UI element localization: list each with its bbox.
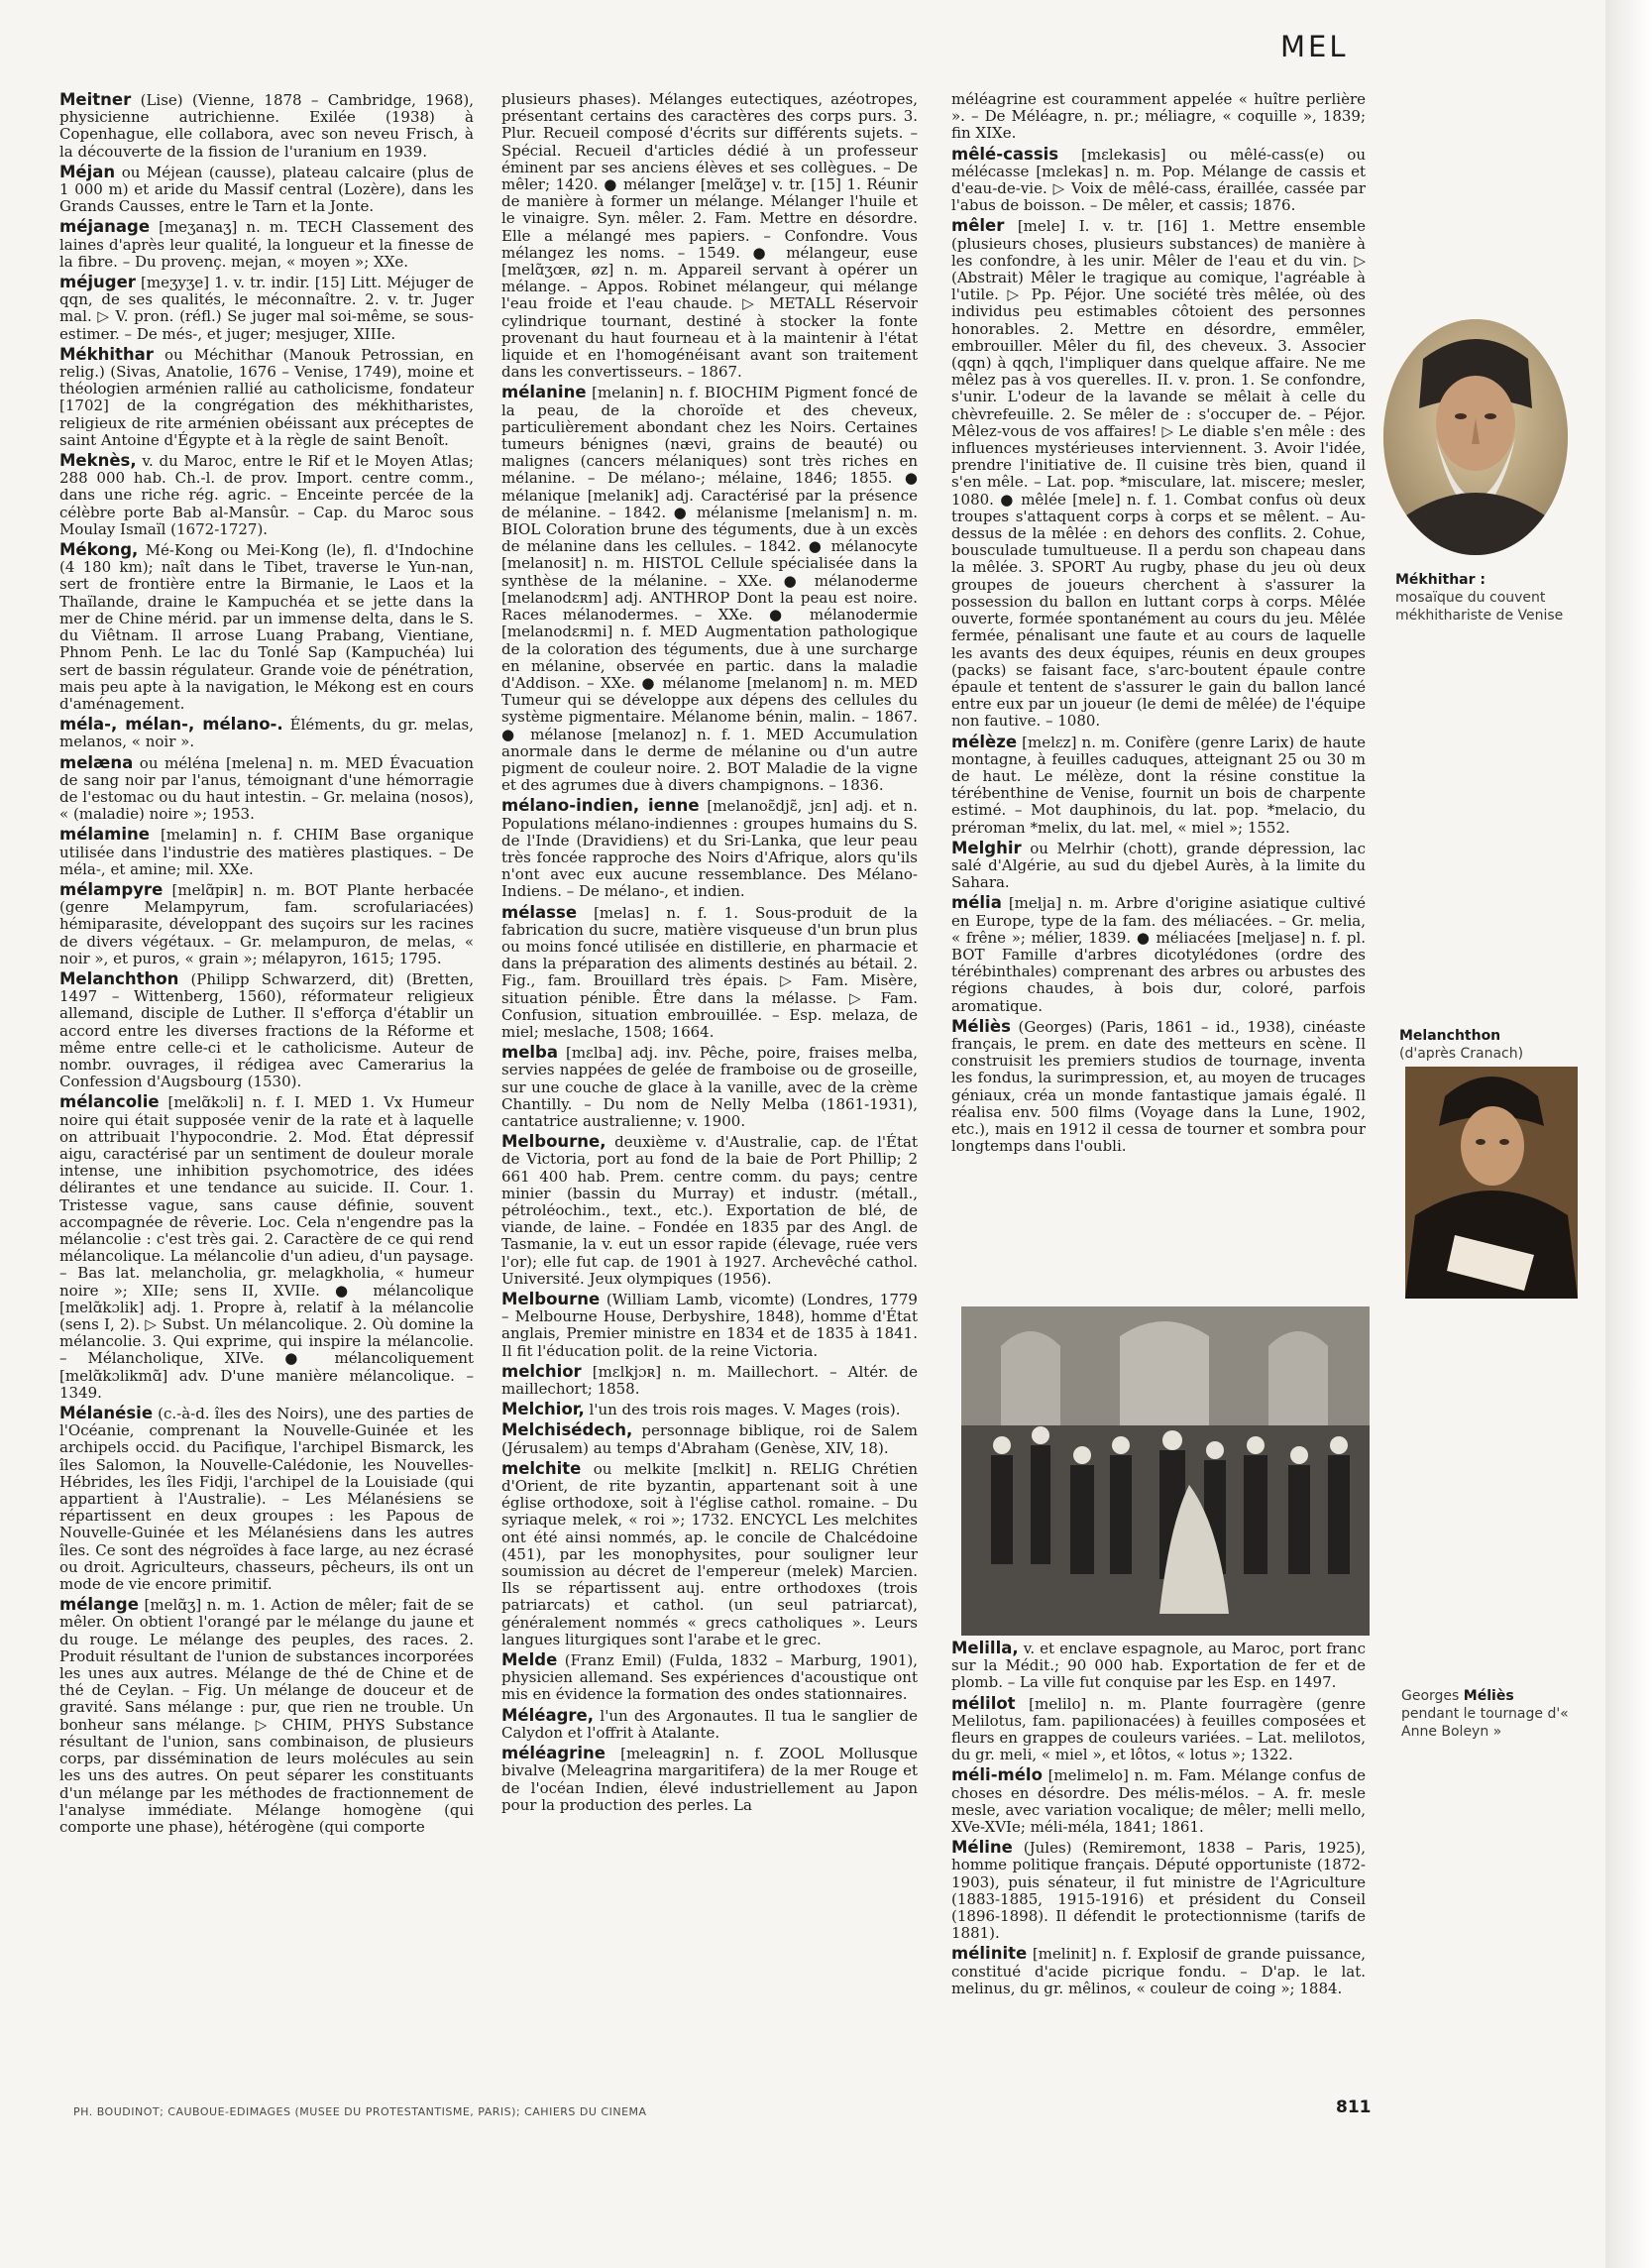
entry-definition: [melamin] n. f. CHIM Base organique utilisée dans l'industrie des matières plastiques. – De méla-, et amine; mil. XXe. [59,826,474,878]
dictionary-entry [951,1695,1366,1764]
running-head: MEL [1280,30,1349,63]
entry-definition: [melimelo] n. m. Fam. Mélange confus de choses en désordre. Des mélis-mélos. – A. fr. mesle mesle, avec variation vocalique; de mêler; melli mello, XVe-XVIe; méli-méla, 1841; 1861. [951,1766,1366,1837]
entry-headword: Mékong, [59,540,139,560]
entry-headword: Melghir [951,838,1022,857]
photo-credit: PH. BOUDINOT; CAUBOUE-EDIMAGES (MUSEE DU PROTESTANTISME, PARIS); CAHIERS DU CINEMA [73,2105,647,2118]
dictionary-entry [501,1044,918,1130]
entry-headword: méléagrine [501,1744,606,1763]
dictionary-entry [59,346,474,449]
entry-definition: (Jules) (Remiremont, 1838 – Paris, 1925), homme politique français. Député opportuniste (1872-1903), puis sénateur, il fut ministre de l'Agriculture (1883-1885, 1915-1916) et président du Conseil (1896-1898). Il défendit le protectionnisme (tarifs de 1881). [951,1839,1366,1943]
entry-definition: [melas] n. f. 1. Sous-produit de la fabrication du sucre, matière visqueuse d'un brun plus ou moins foncé utilisée en distillerie, en pharmacie et dans la préparation des aliments destinés au bétail. 2. Fig., fam. Brouillard très épais. ▷ Fam. Misère, situation pénible. Être dans la mélasse. ▷ Fam. Confusion, situation embrouillée. – Esp. melaza, de miel; meslache, 1508; 1664. [501,903,918,1041]
entry-definition: [mɛlekasis] ou mêlé-cass(e) ou mélécasse [mɛlekas] n. m. Pop. Mélange de cassis et d'eau-de-vie. ▷ Voix de mêlé-cass, éraillée, cassée par l'abus de boisson. – De mêler, et cassis; 1876. [951,145,1366,215]
entry-definition: Mé-Kong ou Mei-Kong (le), fl. d'Indochine (4 180 km); naît dans le Tibet, traverse le Yun-nan, sert de frontière entre la Birmanie, le Laos et la Thaïlande, draine le Kampuchéa et se jette dans la mer de Chine mérid. par un immense delta, dans le S. du Viêtnam. Il arrose Luang Prabang, Vientiane, Phnom Penh. Le lac du Tonlé Sap (Kampuchéa) lui sert de bassin régulateur. Grande voie de pénétration, mais peu apte à la navigation, le Mékong est en cours d'aménagement. [59,541,474,713]
page-edge [1605,0,1652,2268]
entry-definition: [melilo] n. m. Plante fourragère (genre Melilotus, fam. papilionacées) à feuilles composées et fleurs en grappes de couleurs variées. – Lat. melilotos, du gr. meli, « miel », et lôtos, « lotus »; 1322. [951,1694,1366,1764]
dictionary-entry [951,1766,1366,1836]
entry-definition: [melɛz] n. m. Conifère (genre Larix) de haute montagne, à feuilles caduques, atteignant 25 ou 30 m de haut. Le mélèze, dont la résine constitue la térébenthine de Venise, fournit un bois de charpente estimé. – Mot dauphinois, du lat. pop. *melacio, du préroman *melix, du lat. mel, « miel »; 1552. [951,733,1366,837]
page-number: 811 [1336,2098,1372,2117]
entry-headword: Melchior, [501,1400,585,1419]
entry-headword: mêler [951,216,1005,236]
entry-definition: l'un des trois rois mages. V. Mages (rois). [589,1401,901,1419]
entry-headword: mélampyre [59,879,164,899]
entry-definition: (c.-à-d. îles des Noirs), une des parties de l'Océanie, comprenant la Nouvelle-Guinée et les archipels occid. du Pacifique, l'archipel Bismarck, les îles Salomon, la Nouvelle-Calédonie, les Nouvelles-Hébrides, les îles Fidji, l'archipel de la Louisiade (qui appartient à l'Australie). – Les Mélanésiens se répartissent en deux groupes : les Papous de Nouvelle-Guinée et les Mélanésiens dans les autres îles. Ce sont des négroïdes à face large, au nez écrasé ou droit. Agriculteurs, chasseurs, pêcheurs, ils ont un mode de vie encore primitif. [59,1405,474,1594]
dictionary-entry [951,146,1366,215]
entry-headword: Melde [501,1650,558,1670]
entry-headword: mélancolie [59,1092,160,1112]
entry-definition: [mɛlkjɔʀ] n. m. Maillechort. – Altér. de maillechort; 1858. [501,1362,918,1399]
entry-headword: melæna [59,752,134,772]
mekhitar-caption-text: mosaïque du couvent mékhithariste de Venise [1395,590,1564,624]
dictionary-entry [501,384,918,794]
entry-definition: [meʒanaʒ] n. m. TECH Classement des laines d'après leur qualité, la longueur et la finesse de la fibre. – Du provenç. mejan, « moyen »; XXe. [59,218,474,271]
entry-definition: Éléments, du gr. melas, melanos, « noir ». [59,716,474,751]
dictionary-entry [951,1640,1366,1692]
dictionary-entry [951,734,1366,837]
entry-definition: méléagrine est couramment appelée « huître perlière ». – De Méléagre, n. pr.; méliagre, « coquille », 1839; fin XIXe. [951,91,1366,143]
entry-definition: personnage biblique, roi de Salem (Jérusalem) au temps d'Abraham (Genèse, XIV, 18). [501,1421,918,1457]
dictionary-entry [501,1460,918,1648]
column-3-bottom [951,1640,1366,2084]
entry-headword: méli-mélo [951,1765,1043,1785]
melanchthon-caption [1399,1027,1597,1063]
entry-definition: [melanoɛ̃djɛ̃, jɛn] adj. et n. Populations mélano-indiennes : groupes humains du S. de l'Inde (Dravidiens) et du Sri-Lanka, que leur peau très foncée rapproche des Noirs d'Afrique, alors qu'ils n'ont avec eux aucune ressemblance. Des Mélano-Indiens. – De mélano-, et indien. [501,797,918,901]
entry-definition: ou melkite [mɛlkit] n. RELIG Chrétien d'Orient, de rite byzantin, appartenant soit à une église orthodoxe, soit à l'église cathol. romaine. – Du syriaque melek, « roi »; 1732. ENCYCL Les melchites ont été ainsi nommés, ap. le concile de Chalcédoine (451), par les monophysites, pour souligner leur soumission au décret de l'empereur (melek) Marcien. Ils se répartissent auj. entre orthodoxes (trois patriarcats) et cathol. (un seul patriarcat), généralement nommés « grecs catholiques ». Leurs langues liturgiques sont l'arabe et le grec. [501,1459,918,1648]
entry-headword: mêlé-cassis [951,144,1059,164]
mekhitar-caption [1395,571,1594,624]
melanchthon-caption-text: (d'après Cranach) [1399,1046,1524,1062]
entry-definition: [mɛlba] adj. inv. Pêche, poire, fraises melba, servies nappées de gelée de framboise ou de groseille, sur une couche de glace à la vanille, avec de la crème Chantilly. – Du nom de Nelly Melba (1861-1931), cantatrice australienne; v. 1900. [501,1044,918,1130]
dictionary-entry [951,1018,1366,1156]
dictionary-entry [501,1651,918,1704]
dictionary-entry [501,1133,918,1288]
entry-definition: [melja] n. m. Arbre d'origine asiatique cultivé en Europe, type de la fam. des méliacées. – Gr. melia, « frêne »; mélier, 1839. ● méliacées [meljase] n. f. pl. BOT Famille d'arbres dicotylédones (ordre des térébinthales) comprenant des arbres ou arbustes des régions chaudes, à bois dur, coloré, parfois aromatique. [951,894,1366,1015]
entry-headword: melchior [501,1361,582,1381]
entry-headword: mélèze [951,732,1018,751]
column-3 [951,91,1366,2084]
entry-headword: méla-, mélan-, mélano-. [59,715,283,735]
dictionary-entry [59,91,474,161]
dictionary-entry [951,217,1366,730]
entry-definition: l'un des Argonautes. Il tua le sanglier de Calydon et l'offrit à Atalante. [501,1706,918,1742]
entry-headword: Melbourne [501,1290,601,1309]
melanchthon-portrait-image [1405,1067,1578,1299]
melies-caption-text: pendant le tournage d'« Anne Boleyn » [1401,1706,1569,1740]
entry-definition: [melɑ̃ʒ] n. m. 1. Action de mêler; fait de se mêler. On obtient l'orangé par le mélange du jaune et du rouge. Le mélange des peuples, des races. 2. Produit résultant de l'union de substances incorporées les unes aux autres. Mélange de thé de Chine et de thé de Ceylan. – Fig. Un mélange de douceur et de gravité. Sans mélange : pur, que rien ne trouble. Un bonheur sans mélange. ▷ CHIM, PHYS Substance résultant de l'union, sans combinaison, de plusieurs corps, par dissémination de leurs molécules au sein les uns des autres. On peut séparer les constituants d'un mélange par les méthodes de fractionnement de l'analyse immédiate. Mélange homogène (qui comporte une phase), hétérogène (qui comporte [59,1596,474,1836]
entry-definition: ou méléna [melena] n. m. MED Évacuation de sang noir par l'anus, témoignant d'une hémorragie de l'estomac ou du haut intestin. – Gr. melaina (nosos), « (maladie) noire »; 1953. [59,753,474,824]
entry-headword: Melbourne, [501,1132,606,1152]
entry-headword: mélia [951,893,1002,913]
dictionary-entry [951,894,1366,1014]
column-2 [501,91,918,2084]
entry-definition: v. du Maroc, entre le Rif et le Moyen Atlas; 288 000 hab. Ch.-l. de prov. Import. centre comm., dans une riche rég. agric. – Enceinte percée de la célèbre porte Bab al-Mansûr. – Cap. du Maroc sous Moulay Ismaïl (1672-1727). [59,452,474,538]
entry-definition: [melanin] n. f. BIOCHIM Pigment foncé de la peau, de la choroïde et des cheveux, particulièrement abondant chez les Noirs. Certaines tumeurs bénignes (nævi, grains de beauté) ou malignes (cancers mélaniques) sont très riches en mélanine. – De mélano-; mélaine, 1846; 1855. ● mélanique [melanik] adj. Caractérisé par la présence de mélanine. – 1842. ● mélanisme [melanism] n. m. BIOL Coloration brune des téguments, due à un excès de mélanine dans les cellules. – 1842. ● mélanocyte [melanosit] n. m. HISTOL Cellule spécialisée dans la synthèse de la mélanine. – XXe. ● mélanoderme [melanodɛʀm] adj. ANTHROP Dont la peau est noire. Races mélanodermes. – XXe. ● mélanodermie [melanodɛʀmi] n. f. MED Augmentation pathologique de la coloration des téguments, due à une surcharge en mélanine, observée en partic. dans la maladie d'Addison. – XXe. ● mélanome [melanom] n. m. MED Tumeur qui se développe aux dépens des cellules du système pigmentaire. Mélanome bénin, malin. – 1867. ● mélanose [melanoz] n. f. 1. MED Accumulation anormale dans le derme de mélanine ou d'un autre pigment de couleur noire. 2. BOT Maladie de la vigne et des agrumes due à divers champignons. – 1836. [501,384,918,795]
entry-headword: mélilot [951,1693,1016,1713]
entry-headword: Méline [951,1838,1013,1858]
entry-definition: [melinit] n. f. Explosif de grande puissance, constitué d'acide picrique fondu. – D'ap. le lat. melinus, du gr. mêlinos, « couleur de coing »; 1884. [951,1945,1366,1997]
dictionary-entry [501,797,918,900]
dictionary-entry [951,1839,1366,1942]
entry-definition: (Philipp Schwarzerd, dit) (Bretten, 1497 – Wittenberg, 1560), réformateur religieux allemand, disciple de Luther. Il s'efforça d'établir un accord entre les diverses fractions de la Réforme et même entre celle-ci et le catholicisme. Auteur de nombr. ouvrages, il rédigea avec Camerarius la Confession d'Augsbourg (1530). [59,969,474,1091]
dictionary-entry [59,754,474,824]
entry-definition: ou Méchithar (Manouk Petrossian, en relig.) (Sivas, Anatolie, 1676 – Venise, 1749), moine et théologien arménien rallié au catholicisme, fondateur [1702] de la congrégation des mékhitharistes, religieux de rite arménien obéissant aux préceptes de saint Antoine d'Égypte et à la règle de saint Benoît. [59,345,474,449]
dictionary-entry [501,1745,918,1814]
dictionary-entry [59,970,474,1090]
entry-headword: Méliès [951,1016,1011,1036]
dictionary-entry [59,164,474,216]
entry-definition: ou Méjean (causse), plateau calcaire (plus de 1 000 m) et aride du Massif central (Lozère), dans les Grands Causses, entre le Tarn et la Jonte. [59,163,474,216]
mekhithar-mosaic-image [1383,319,1568,555]
entry-definition: [melɑ̃kɔli] n. f. I. MED 1. Vx Humeur noire qui était supposée venir de la rate et à laquelle on attribuait l'hypocondrie. 2. Mod. État dépressif aigu, caractérisé par un sentiment de douleur morale intense, une inhibition psychomotrice, des idées délirantes et une tendance au suicide. II. Cour. 1. Tristesse vague, sans cause définie, souvent accompagnée de rêverie. Loc. Cela n'engendre pas la mélancolie : c'est très gai. 2. Caractère de ce qui rend mélancolique. La mélancolie d'un adieu, d'un paysage. – Bas lat. melancholia, gr. melagkholia, « humeur noire »; XIIe; sens II, XVIIe. ● mélancolique [melɑ̃kɔlik] adj. 1. Propre à, relatif à la mélancolie (sens I, 2). ▷ Subst. Un mélancolique. 2. Où domine la mélancolie. 3. Qui exprime, qui inspire la mélancolie. – Mélancholique, XIVe. ● mélancoliquement [melɑ̃kɔlikmɑ̃] adv. D'une manière mélancolique. – 1349. [59,1093,474,1402]
dictionary-entry [951,91,1366,143]
dictionary-entry [501,1401,918,1418]
mekhitar-caption-title: Mékhithar : [1395,572,1486,588]
entry-definition: [melɑ̃piʀ] n. m. BOT Plante herbacée (genre Melampyrum, fam. scrofulariacées) hémiparasite, développant des suçoirs sur les racines de divers végétaux. – Gr. melampuron, de melas, « noir », et puros, « grain »; mélapyron, 1615; 1795. [59,880,474,967]
dictionary-entry [59,1405,474,1593]
entry-definition: [meʒyʒe] 1. v. tr. indir. [15] Litt. Méjuger de qqn, de ses qualités, le méconnaître. 2. v. tr. Juger mal. ▷ V. pron. (réfl.) Se juger mal soi-même, se sous-estimer. – De més-, et juger; mesjuger, XIIIe. [59,274,474,343]
entry-headword: Mélanésie [59,1404,154,1423]
melies-caption [1401,1687,1599,1741]
entry-headword: méjanage [59,217,151,237]
entry-definition: (Lise) (Vienne, 1878 – Cambridge, 1968), physicienne autrichienne. Exilée (1938) à Copenhague, elle collabora, avec son neveu Frisch, à la découverte de la fission de l'uranium en 1939. [59,91,474,161]
entry-headword: Meknès, [59,451,137,471]
entry-headword: Meitner [59,91,132,109]
melies-caption-prefix: Georges [1401,1688,1460,1704]
entry-headword: méjuger [59,273,136,292]
dictionary-entry [501,91,918,381]
dictionary-entry [59,881,474,967]
dictionary-entry [59,541,474,713]
dictionary-entry [501,904,918,1042]
dictionary-entry [501,1291,918,1360]
entry-headword: mélasse [501,902,578,922]
dictionary-entry [59,452,474,538]
entry-headword: melchite [501,1458,582,1478]
entry-definition: plusieurs phases). Mélanges eutectiques, azéotropes, présentant certains des caractères des corps purs. 3. Plur. Recueil composé d'écrits sur différents sujets. – Spécial. Recueil d'articles dédié à un professeur éminent par ses anciens élèves et ses collègues. – De mêler; 1420. ● mélanger [melɑ̃ʒe] v. tr. [15] 1. Réunir de manière à former un mélange. Mélanger l'huile et le vinaigre. Syn. mêler. 2. Fam. Mettre en désordre. Elle a mélangé mes papiers. – Confondre. Vous mélangez les noms. – 1549. ● mélangeur, euse [melɑ̃ʒœʀ, øz] n. m. Appareil servant à opérer un mélange. – Appos. Robinet mélangeur, qui mélange l'eau froide et l'eau chaude. ▷ METALL Réservoir cylindrique tournant, destiné à stocker la fonte provenant du haut fourneau et à la maintenir à l'état liquide et en l'homogénéisant avant son traitement dans les convertisseurs. – 1867. [501,91,918,382]
melies-film-scene-image [961,1306,1370,1636]
dictionary-entry [951,840,1366,892]
entry-headword: Méjan [59,162,116,181]
entry-headword: mélanine [501,383,587,402]
dictionary-entry [59,274,474,343]
dictionary-entry [501,1707,918,1742]
entry-definition: v. et enclave espagnole, au Maroc, port franc sur la Médit.; 90 000 hab. Exportation de fer et de plomb. – La ville fut conquise par les Esp. en 1497. [951,1640,1366,1692]
entry-definition: [mele] I. v. tr. [16] 1. Mettre ensemble (plusieurs choses, plusieurs substances) de manière à les confondre, à les unir. Mêler de l'eau et du vin. ▷ (Abstrait) Mêler le tragique au comique, l'agréable à l'utile. ▷ Pp. Péjor. Une société très mêlée, où des individus peu estimables côtoient des personnes honorables. 2. Mettre en désordre, emmêler, embrouiller. Mêler du fil, des cheveux. 3. Associer (qqn) à qqch, l'impliquer dans quelque affaire. Ne me mêlez pas à vos querelles. II. v. pron. 1. Se confondre, s'unir. L'odeur de la lavande se mêlait à celle du chèvrefeuille. 2. Se mêler de : s'occuper de. – Péjor. Mêlez-vous de vos affaires! ▷ Le diable s'en mêle : des influences mystérieuses interviennent. 3. Avoir l'idée, prendre l'initiative de. Il cuisine très bien, quand il s'en mêle. – Lat. pop. *misculare, lat. miscere; mesler, 1080. ● mêlée [mele] n. f. 1. Combat confus où deux troupes s'attaquent corps à corps et se mêlent. – Au-dessus de la mêlée : en dehors des conflits. 2. Cohue, bousculade tumultueuse. Il a perdu son chapeau dans la mêlée. 3. SPORT Au rugby, phase du jeu où deux groupes de joueurs cherchent à s'assurer la possession du ballon en luttant corps à corps. Mêlée ouverte, formée spontanément au cours du jeu. Mêlée fermée, pénalisant une faute et au cours de laquelle les avants des deux équipes, réunis en deux groupes (packs) se faisant face, s'arc-boutent épaule contre épaule et tentent de s'assurer le gain du ballon lancé entre eux par un joueur (le demi de mêlée) de l'équipe non fautive. – 1080. [951,217,1366,731]
column-1 [59,91,474,2084]
dictionary-entry [501,1363,918,1398]
melanchthon-caption-title: Melanchthon [1399,1028,1501,1044]
dictionary-entry [59,1093,474,1402]
entry-definition: (William Lamb, vicomte) (Londres, 1779 – Melbourne House, Derbyshire, 1848), homme d'État anglais, Premier ministre en 1834 et de 1835 à 1841. Il fit l'éducation polit. de la reine Victoria. [501,1291,918,1360]
entry-definition: (Franz Emil) (Fulda, 1832 – Marburg, 1901), physicien allemand. Ses expériences d'acoustique ont mis en évidence la formation des ondes stationnaires. [501,1651,918,1704]
melies-caption-title: Méliès [1463,1688,1514,1704]
entry-definition: (Georges) (Paris, 1861 – id., 1938), cinéaste français, le prem. en date des metteurs en scène. Il construisit les premiers studios de tournage, inventa les fondus, la surimpression, et, au moyen de trucages géniaux, créa un monde fantastique jamais égalé. Il réalisa env. 500 films (Voyage dans la Lune, 1902, etc.), mais en 1912 il cessa de tourner et sombra pour longtemps dans l'oubli. [951,1017,1366,1156]
entry-headword: mélamine [59,825,150,845]
column-3-top [951,91,1366,1291]
entry-headword: Mékhithar [59,344,154,364]
dictionary-entry [951,1945,1366,1997]
dictionary-entry [59,716,474,750]
entry-headword: Méléagre, [501,1705,594,1725]
dictionary-entry [59,218,474,271]
entry-headword: Melilla, [951,1640,1019,1657]
entry-definition: [meleagʀin] n. f. ZOOL Mollusque bivalve (Meleagrina margaritifera) de la mer Rouge et de l'océan Indien, élevé industriellement au Japon pour la production des perles. La [501,1745,918,1814]
entry-headword: mélinite [951,1944,1028,1964]
entry-headword: mélange [59,1595,139,1615]
dictionary-entry [59,826,474,878]
entry-headword: mélano-indien, ienne [501,796,700,816]
entry-definition: deuxième v. d'Australie, cap. de l'État de Victoria, port au fond de la baie de Port Phillip; 2 661 400 hab. Prem. centre comm. du pays; centre minier (bassin du Murray) et industr. (métall., pétroléochim., text., etc.). Exportation de blé, de viande, de laine. – Fondée en 1835 par des Angl. de Tasmanie, la v. eut un essor rapide (élevage, ruée vers l'or); elle fut cap. de 1901 à 1927. Archevêché cathol. Université. Jeux olympiques (1956). [501,1133,918,1288]
dictionary-entry [501,1421,918,1456]
dictionary-entry [59,1596,474,1836]
entry-headword: Melanchthon [59,968,179,988]
entry-definition: ou Melrhir (chott), grande dépression, lac salé d'Algérie, au sud du djebel Aurès, à la limite du Sahara. [951,839,1366,892]
entry-headword: Melchisédech, [501,1420,633,1440]
entry-headword: melba [501,1043,558,1063]
